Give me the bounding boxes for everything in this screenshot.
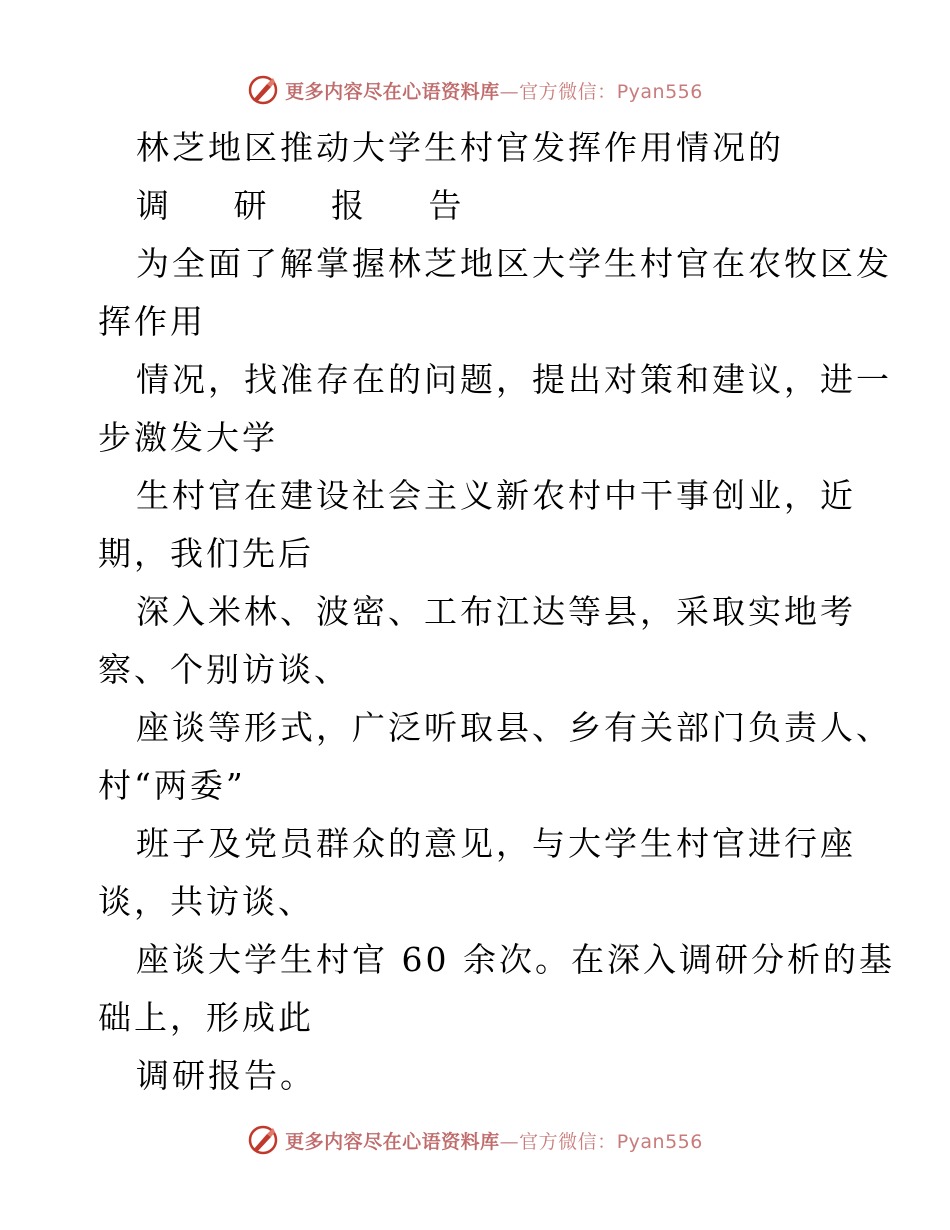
paragraph-line: 挥作用: [98, 302, 206, 341]
paragraph-line: 谈，共访谈、: [98, 882, 314, 921]
paragraph-line: 座谈等形式，广泛听取县、乡有关部门负责人、: [136, 708, 892, 747]
paragraph-line: 座谈大学生村官 60 余次。在深入调研分析的基: [136, 940, 895, 979]
watermark-footer: [0, 1120, 950, 1160]
paragraph-line: 深入米林、波密、工布江达等县，采取实地考: [136, 592, 856, 631]
paragraph-line: 期，我们先后: [98, 534, 314, 573]
pen-logo-icon: [247, 74, 279, 106]
paragraph-line: 调研报告。: [136, 1056, 316, 1095]
document-title-line-2: 调 研 报 告: [136, 186, 489, 225]
pen-logo-icon: [247, 1124, 279, 1156]
paragraph-line: 础上，形成此: [98, 998, 314, 1037]
paragraph-line: 班子及党员群众的意见，与大学生村官进行座: [136, 824, 856, 863]
watermark-text: 更多内容尽在心语资料库—官方微信：Pyan556: [285, 1130, 703, 1153]
paragraph-line: 生村官在建设社会主义新农村中干事创业，近: [136, 476, 856, 515]
watermark-header: [0, 70, 950, 110]
paragraph-line: 步激发大学: [98, 418, 278, 457]
paragraph-line: 村“两委”: [98, 766, 246, 805]
watermark-text: 更多内容尽在心语资料库—官方微信：Pyan556: [285, 80, 703, 103]
paragraph-line: 察、个别访谈、: [98, 650, 350, 689]
document-title-line-1: 林芝地区推动大学生村官发挥作用情况的: [136, 128, 784, 167]
paragraph-line: 为全面了解掌握林芝地区大学生村官在农牧区发: [136, 244, 892, 283]
paragraph-line: 情况，找准存在的问题，提出对策和建议，进一: [136, 360, 892, 399]
